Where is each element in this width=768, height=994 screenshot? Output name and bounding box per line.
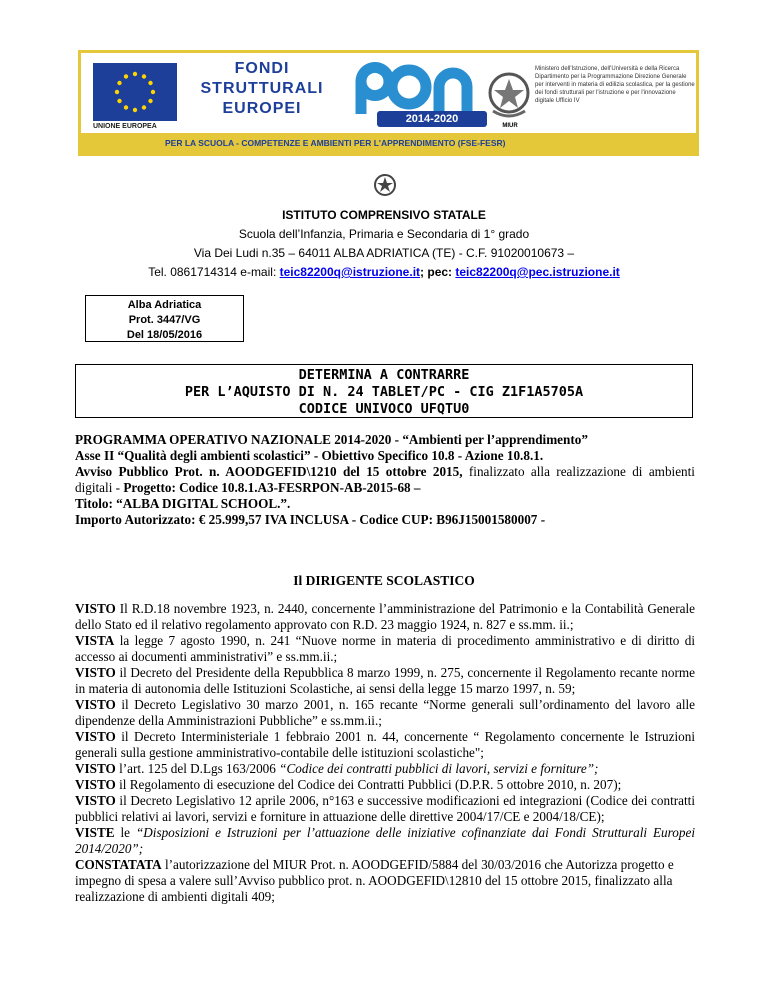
prot-place: Alba Adriatica	[127, 299, 202, 311]
clause	[75, 633, 695, 665]
tel-text: Tel. 0861714314 e-mail:	[148, 265, 280, 279]
clause-text: il Decreto del Presidente della Repubblica 8 marzo 1999, n. 275, concernente il Regolamento recante norme in materia di autonomia delle Istituzioni Scolastiche, ai sensi della legge 15 marzo 1997, n. 59;	[75, 665, 695, 696]
clause	[75, 777, 695, 793]
clause	[75, 665, 695, 697]
pon-banner	[78, 50, 699, 156]
republic-emblem-icon	[372, 172, 398, 198]
school-header	[0, 206, 768, 282]
ministry-text: Ministero dell'Istruzione, dell'Università e della Ricerca Dipartimento per la Programmazione Direzione Generale per interventi in materia di edilizia scolastica, per la gestione dei fondi strutturali per l'istruzione e per l'innovazione digitale Ufficio IV	[535, 66, 695, 104]
prot-number: Prot. 3447/VG	[128, 314, 201, 326]
pec-label: ; pec:	[420, 265, 456, 279]
avviso-text: finalizzato alla realizzazione di ambienti digitali -	[75, 464, 695, 495]
clause	[75, 601, 695, 633]
programma-importo: Importo Autorizzato: € 25.999,57 IVA INCLUSA - Codice CUP: B96J15001580007 -	[75, 512, 546, 527]
clause-keyword: VISTO	[75, 601, 116, 616]
clause-keyword: VISTE	[75, 825, 115, 840]
clause	[75, 697, 695, 729]
clause-keyword: VISTO	[75, 777, 116, 792]
pon-logo	[343, 59, 479, 119]
email-link[interactable]: teic82200q@istruzione.it	[279, 265, 421, 279]
clause-italic: “Disposizioni e Istruzioni per l’attuazione delle iniziative cofinanziate dai Fondi Strutturali Europei 2014/2020”;	[75, 825, 695, 856]
programma-avviso	[75, 464, 695, 496]
school-address: Via Dei Ludi n.35 – 64011 ALBA ADRIATICA (TE) - C.F. 91020010673 –	[193, 246, 575, 260]
protocol-box	[85, 295, 244, 342]
fondi-line: FONDI	[234, 60, 290, 77]
clause-keyword: VISTO	[75, 697, 116, 712]
dirigente-heading: Il DIRIGENTE SCOLASTICO	[293, 573, 475, 588]
progetto-code: Progetto: Codice 10.8.1.A3-FESRPON-AB-2015-68 –	[123, 480, 421, 495]
school-type: Scuola dell’Infanzia, Primaria e Secondaria di 1° grado	[238, 227, 530, 241]
prot-date: Del 18/05/2016	[126, 329, 203, 341]
clause	[75, 761, 695, 777]
eu-label: UNIONE EUROPEA	[93, 123, 157, 130]
clause-text: il Decreto Interministeriale 1 febbraio 2001 n. 44, concernente “ Regolamento concernente le Istruzioni generali sulla gestione amministrativo-contabile delle istituzioni scolastiche";	[75, 729, 695, 760]
fondi-strutturali-logo	[192, 59, 332, 119]
clause-text: le	[114, 825, 136, 840]
programma-asse: Asse II “Qualità degli ambienti scolastici” - Obiettivo Specifico 10.8 - Azione 10.8.1.	[75, 448, 544, 463]
school-name: ISTITUTO COMPRENSIVO STATALE	[282, 208, 486, 222]
clause-text: il Decreto Legislativo 12 aprile 2006, n°163 e successive modificazioni ed integrazioni (Codice dei contratti pubblici relativi ai lavori, servizi e forniture in attuazione delle direttive 2004/17/CE e 2004/18/CE);	[75, 793, 695, 824]
clause-text: il Decreto Legislativo 30 marzo 2001, n. 165 recante “Norme generali sull’ordinamento del lavoro alle dipendenze della Amministrazioni Pubbliche” e ss.mm.ii.;	[75, 697, 695, 728]
banner-strip: PER LA SCUOLA - COMPETENZE E AMBIENTI PER L'APPRENDIMENTO (FSE-FESR)	[81, 133, 696, 153]
fondi-line: EUROPEI	[222, 100, 302, 117]
clause-keyword: VISTO	[75, 793, 116, 808]
clause-text: il Regolamento di esecuzione del Codice dei Contratti Pubblici (D.P.R. 5 ottobre 2010, n. 207);	[115, 777, 622, 792]
contact-line	[0, 263, 768, 282]
pec-link[interactable]: teic82200q@pec.istruzione.it	[455, 265, 620, 279]
clause-italic: “Codice dei contratti pubblici di lavori, servizi e forniture”;	[279, 761, 599, 776]
determina-title-box	[75, 364, 693, 418]
determina-line: PER L’AQUISTO DI N. 24 TABLET/PC - CIG Z1F1A5705A	[184, 384, 584, 400]
determina-line: DETERMINA A CONTRARRE	[298, 367, 470, 383]
clause	[75, 825, 695, 857]
eu-flag-icon	[93, 63, 177, 121]
clause	[75, 729, 695, 761]
clause-keyword: CONSTATATA	[75, 857, 162, 872]
clause	[75, 857, 695, 905]
clause-text: l’art. 125 del D.Lgs 163/2006	[115, 761, 280, 776]
clause-keyword: VISTA	[75, 633, 115, 648]
clause-keyword: VISTO	[75, 729, 116, 744]
fondi-line: STRUTTURALI	[200, 80, 324, 97]
clause-text: Il R.D.18 novembre 1923, n. 2440, concernente l’amministrazione del Patrimonio e la Contabilità Generale dello Stato ed il relativo regolamento approvato con R.D. 23 maggio 1924, n. 827 e ss.mm. ii.;	[75, 601, 695, 632]
avviso-ref: Avviso Pubblico Prot. n. AOODGEFID\1210 del 15 ottobre 2015,	[75, 464, 463, 479]
italian-emblem-icon	[485, 69, 533, 121]
pon-years: 2014-2020	[377, 111, 487, 127]
clause	[75, 793, 695, 825]
miur-label: MIUR	[502, 123, 518, 129]
programma-title: PROGRAMMA OPERATIVO NAZIONALE 2014-2020 - “Ambienti per l’apprendimento”	[75, 432, 588, 447]
determina-line: CODICE UNIVOCO UFQTU0	[298, 401, 470, 417]
programma-titolo: Titolo: “ALBA DIGITAL SCHOOL.”.	[75, 496, 291, 511]
clause-text: la legge 7 agosto 1990, n. 241 “Nuove norme in materia di procedimento amministrativo e di diritto di accesso ai documenti amministrativi” e ss.mm.ii.;	[75, 633, 695, 664]
clauses-section	[75, 601, 695, 905]
clause-keyword: VISTO	[75, 665, 116, 680]
clause-text: l’autorizzazione del MIUR Prot. n. AOODGEFID/5884 del 30/03/2016 che Autorizza progetto e impegno di spesa a valere sull’Avviso pubblico prot. n. AOODGEFID\12810 del 15 ottobre 2015, finalizzato alla realizzazione di ambienti digitali 409;	[75, 857, 674, 904]
clause-keyword: VISTO	[75, 761, 116, 776]
programma-section	[75, 432, 695, 528]
